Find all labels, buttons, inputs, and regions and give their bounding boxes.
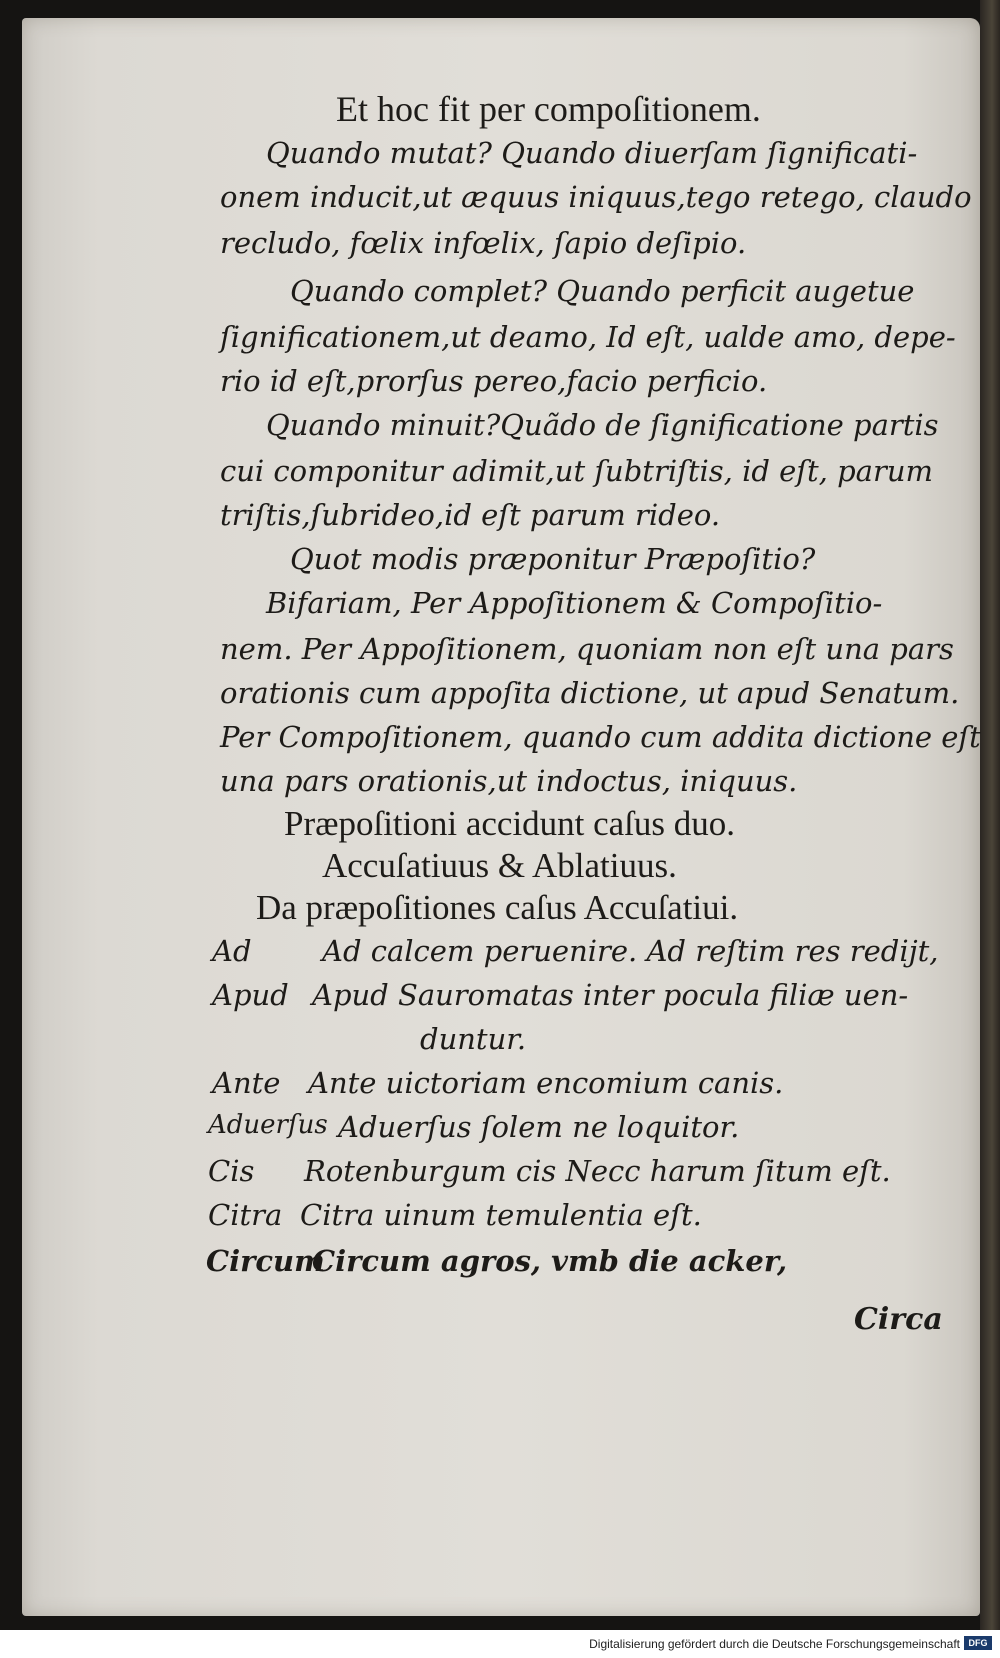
text-line-2: Quando mutat? Quando diuerſam ſignificati- [266,136,918,170]
example-head-circum: Circum [206,1244,325,1278]
text-line-8: Quando minuit?Quãdo de ſignificatione partis [266,408,939,442]
text-line-12: Bifariam, Per Appoſitionem & Compoſitio- [266,586,883,620]
book-edge [980,0,1000,1630]
heading-accusativi: Da præpoſitiones caſus Accuſatiui. [256,888,739,927]
footer-credit: Digitalisierung gefördert durch die Deutsche Forschungsgemeinschaft [589,1637,960,1651]
catchword: Circa [854,1302,943,1337]
text-line-11: Quot modis præponitur Præpoſitio? [290,542,816,576]
example-head-cis: Cis [208,1154,255,1188]
text-line-15: Per Compoſitionem, quando cum addita dictione eſt [220,720,981,754]
example-text-apud: Apud Sauromatas inter pocula filiæ uen- [312,978,909,1012]
example-text-cis: Rotenburgum cis Necc harum ſitum eſt. [304,1154,891,1188]
book-page [22,18,980,1616]
example-head-apud: Apud [212,978,289,1012]
example-text-aduersus: Aduerſus ſolem ne loquitor. [338,1110,740,1144]
text-line-14: orationis cum appoſita dictione, ut apud Senatum. [220,676,960,710]
example-text-ad: Ad calcem peruenire. Ad reſtim res redijt, [322,934,939,968]
example-head-ante: Ante [212,1066,281,1100]
example-text-citra: Citra uinum temulentia eſt. [300,1198,702,1232]
text-line-16: una pars orationis,ut indoctus, iniquus. [220,764,798,798]
text-line-6: ſignificationem,ut deamo, Id eſt, ualde amo, depe- [220,320,956,354]
heading-casus: Præpoſitioni accidunt caſus duo. [284,804,736,843]
example-head-citra: Citra [208,1198,283,1232]
example-text-ante: Ante uictoriam encomium canis. [308,1066,784,1100]
example-head-ad: Ad [212,934,252,968]
digitization-footer [0,1630,1000,1658]
text-line-1: Et hoc fit per compoſitionem. [336,89,761,129]
example-head-aduersus: Aduerſus [208,1110,328,1140]
text-line-4: recludo, fœlix infœlix, ſapio deſipio. [220,226,747,260]
text-line-9: cui componitur adimit,ut ſubtriſtis, id eſt, parum [220,454,934,488]
text-line-5: Quando complet? Quando perficit augetue [290,274,915,308]
heading-accusativus-ablativus: Accuſatiuus & Ablatiuus. [322,846,677,885]
dfg-logo-icon: DFG [964,1636,992,1650]
example-text-circum: Circum agros, vmb die acker, [312,1244,788,1278]
text-line-13: nem. Per Appoſitionem, quoniam non eſt una pars [220,632,954,666]
text-line-3: onem inducit,ut æquus iniquus,tego retego, claudo [220,180,972,214]
text-line-7: rio id eſt,prorſus pereo,facio perficio. [220,364,768,398]
text-line-10: triſtis,ſubrideo,id eſt parum rideo. [220,498,721,532]
example-text-apud-cont: duntur. [420,1022,527,1056]
